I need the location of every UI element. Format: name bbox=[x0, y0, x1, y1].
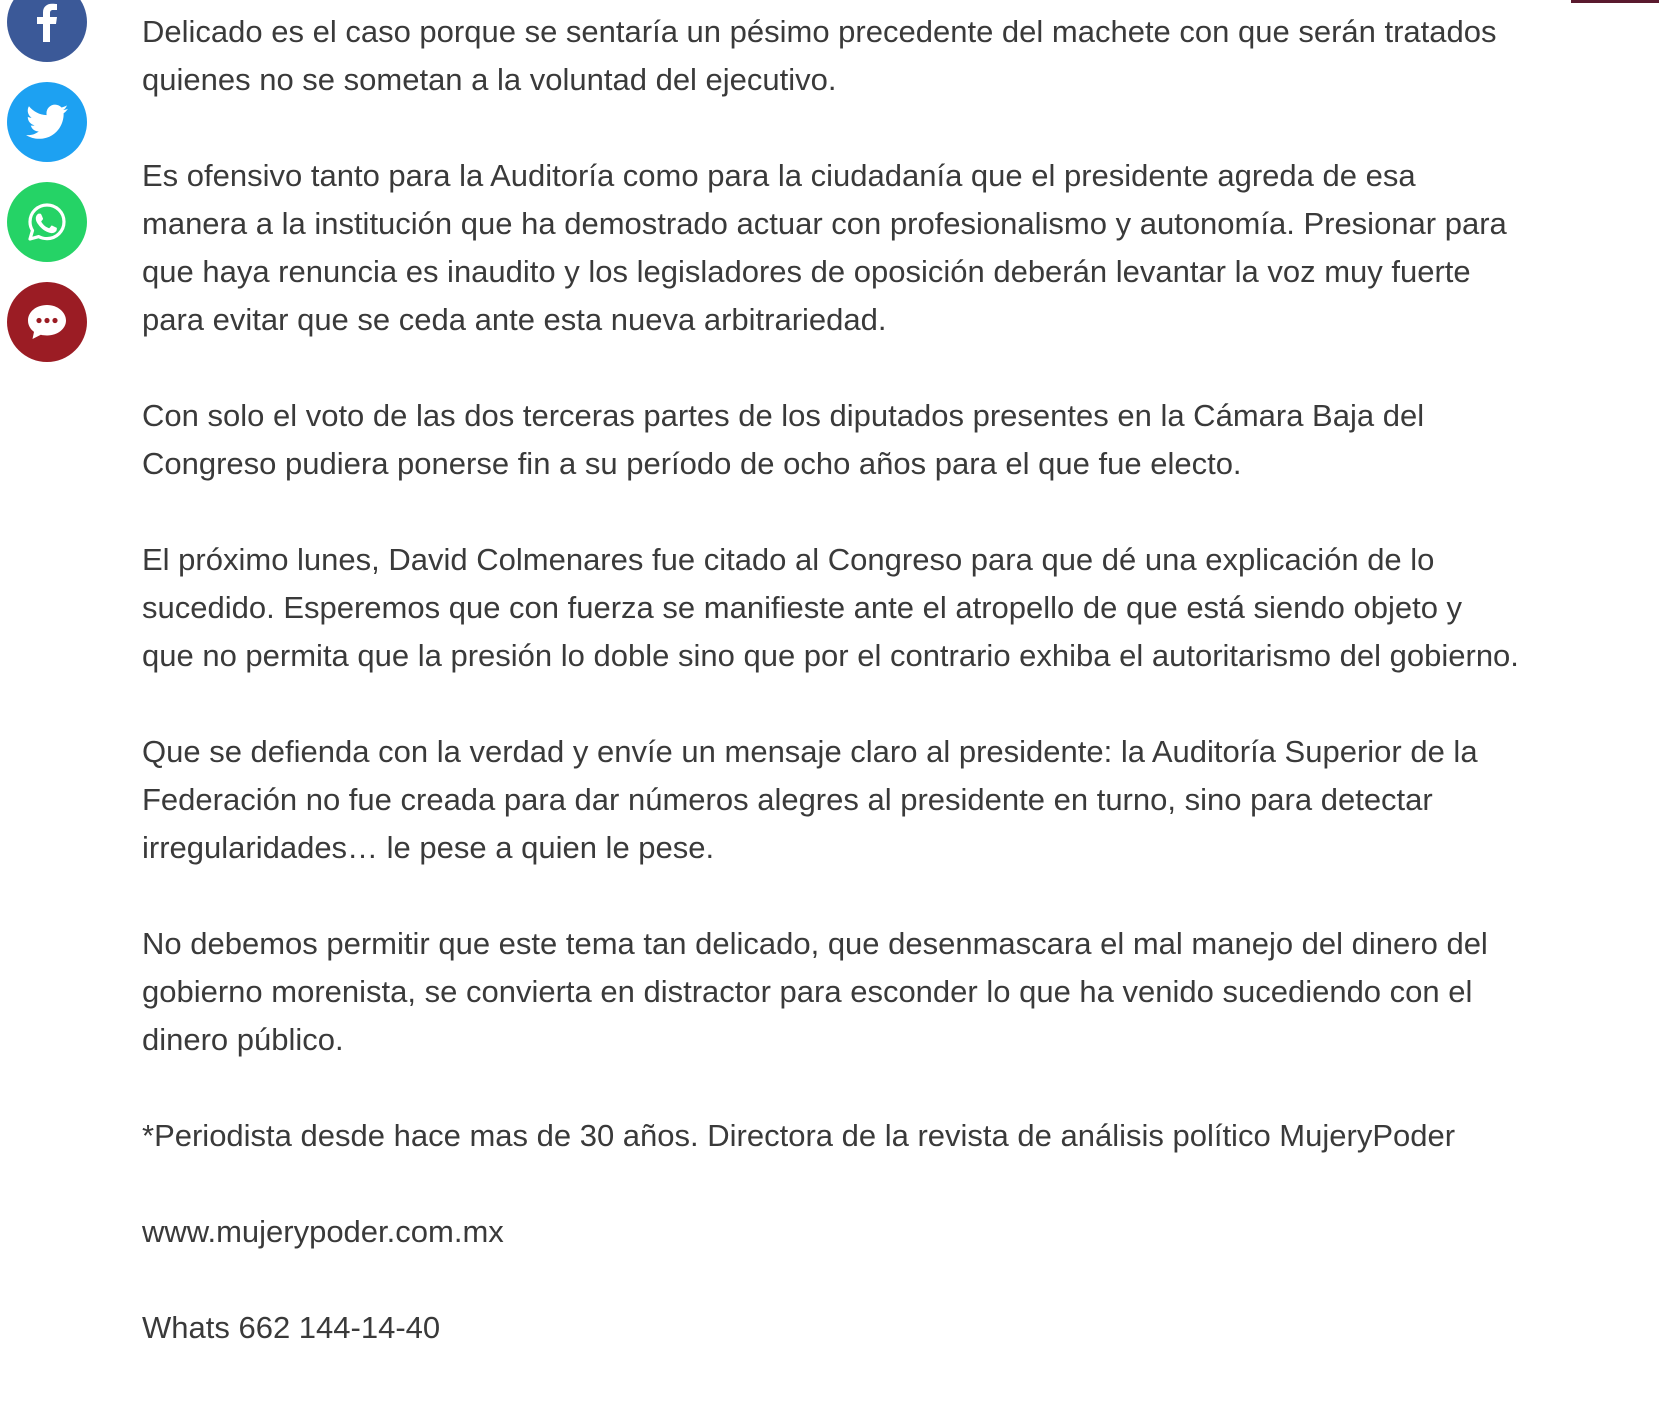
comments-button[interactable] bbox=[7, 282, 87, 362]
whatsapp-icon bbox=[26, 201, 68, 243]
article-body bbox=[142, 8, 1522, 1352]
facebook-share-button[interactable] bbox=[7, 0, 87, 62]
paragraph-no-debemos: No debemos permitir que este tema tan delicado, que desenmascara el mal manejo del dinero del gobierno morenista, se convierta en distractor para esconder lo que ha venido sucediendo con el dinero público. bbox=[142, 926, 1488, 1057]
author-whatsapp: Whats 662 144-14-40 bbox=[142, 1310, 441, 1345]
whatsapp-share-button[interactable] bbox=[7, 182, 87, 262]
comment-dots-icon bbox=[25, 302, 69, 342]
twitter-icon bbox=[26, 104, 68, 140]
paragraph-verdad: Que se defienda con la verdad y envíe un mensaje claro al presidente: la Auditoría Superior de la Federación no fue creada para dar números alegres al presidente en turno, sino para detectar irregularidades… le pese a quien le pese. bbox=[142, 734, 1478, 865]
twitter-share-button[interactable] bbox=[7, 82, 87, 162]
facebook-icon bbox=[27, 2, 67, 42]
top-accent-bar bbox=[1571, 0, 1659, 3]
paragraph-delicado: Delicado es el caso porque se sentaría un pésimo precedente del machete con que serán tratados quienes no se sometan a la voluntad del ejecutivo. bbox=[142, 14, 1497, 97]
paragraph-proximo-lunes: El próximo lunes, David Colmenares fue citado al Congreso para que dé una explicación de lo sucedido. Esperemos que con fuerza se manifieste ante el atropello de que está siendo objeto y que no permita que la presión lo doble sino que por el contrario exhiba el autoritarismo del gobierno. bbox=[142, 542, 1519, 673]
paragraph-voto: Con solo el voto de las dos terceras partes de los diputados presentes en la Cámara Baja del Congreso pudiera ponerse fin a su período de ocho años para el que fue electo. bbox=[142, 398, 1425, 481]
author-website: www.mujerypoder.com.mx bbox=[142, 1214, 504, 1249]
author-bio: *Periodista desde hace mas de 30 años. Directora de la revista de análisis político MujeryPoder bbox=[142, 1118, 1456, 1153]
social-share-bar bbox=[7, 0, 87, 362]
paragraph-ofensivo: Es ofensivo tanto para la Auditoría como para la ciudadanía que el presidente agreda de esa manera a la institución que ha demostrado actuar con profesionalismo y autonomía. Presionar para que haya renuncia es inaudito y los legisladores de oposición deberán levantar la voz muy fuerte para evitar que se ceda ante esta nueva arbitrariedad. bbox=[142, 158, 1507, 337]
